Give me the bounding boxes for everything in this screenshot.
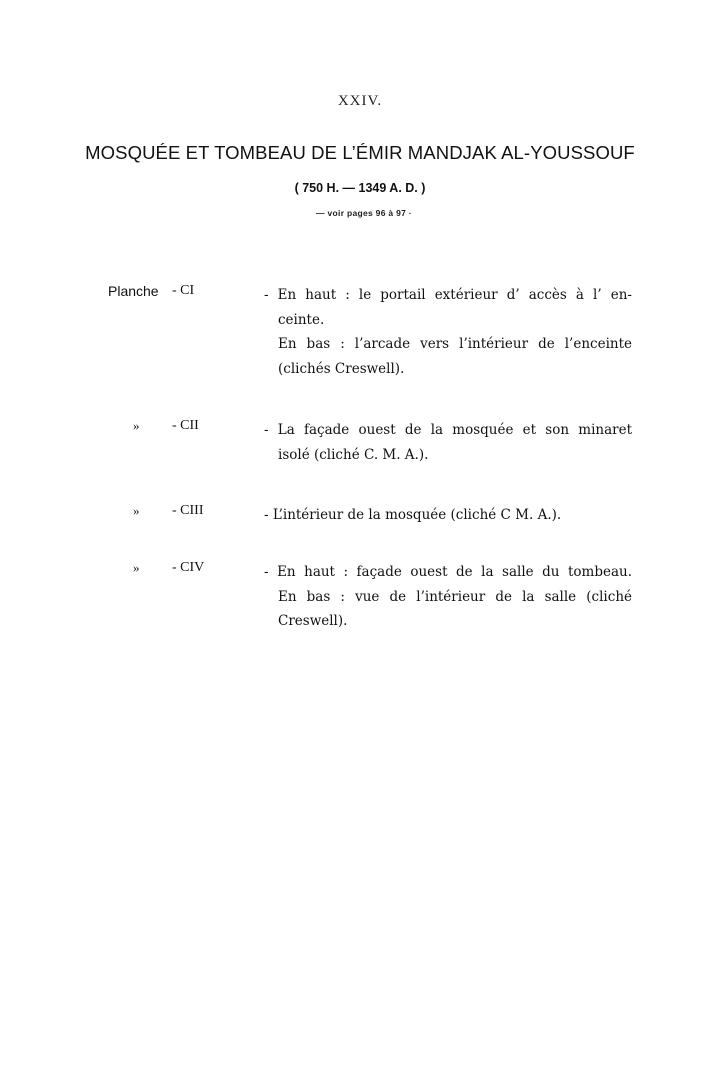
plate-label: Planche	[108, 283, 159, 299]
description-line: - En haut : façade ouest de la salle du tombeau.	[264, 564, 632, 580]
description-line: (clichés Creswell).	[278, 360, 405, 377]
description-line: En bas : vue de l’intérieur de la salle (cliché	[278, 588, 632, 605]
ditto-mark: »	[133, 418, 140, 433]
description-line: - En haut : le portail extérieur d’ accès à l’ en-	[264, 287, 632, 303]
ditto-mark: »	[133, 560, 140, 575]
plate-description	[264, 560, 632, 634]
page-title: MOSQUÉE ET TOMBEAU DE L’ÉMIR MANDJAK AL-YOUSSOUF	[85, 142, 635, 163]
plate-description	[264, 283, 632, 381]
description-line: - La façade ouest de la mosquée et son minaret	[264, 422, 632, 438]
date-line: ( 750 H. — 1349 A. D. )	[294, 181, 426, 195]
plate-number: - CIV	[172, 560, 205, 575]
description-line: Creswell).	[278, 613, 348, 629]
description-line: ceinte.	[278, 311, 325, 328]
description-line: - L’intérieur de la mosquée (cliché C M. A.).	[264, 507, 562, 523]
plate-number: - CII	[172, 418, 199, 433]
description-line: isolé (cliché C. M. A.).	[278, 446, 429, 463]
plate-number: - CI	[172, 283, 195, 298]
ditto-mark: »	[133, 503, 140, 518]
section-numeral: XXIV.	[337, 93, 383, 109]
plate-description	[264, 503, 632, 528]
plate-number: - CIII	[172, 503, 204, 518]
plate-description	[264, 418, 632, 467]
pages-reference: — voir pages 96 à 97 ·	[316, 208, 412, 218]
description-line: En bas : l’arcade vers l’intérieur de l’enceinte	[278, 336, 632, 352]
